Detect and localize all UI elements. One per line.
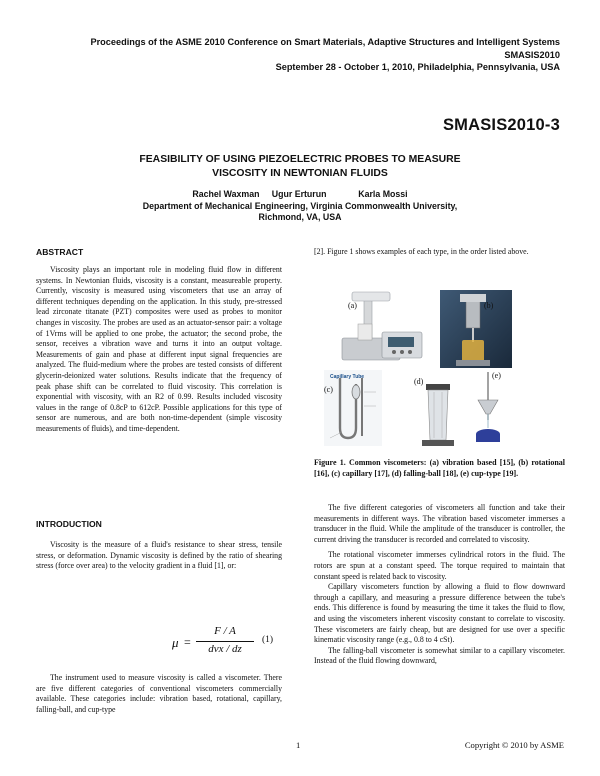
- equation-mu: μ: [172, 635, 179, 650]
- author-city: Richmond, VA, USA: [258, 212, 342, 222]
- figure-label-c: (c): [324, 385, 333, 394]
- intro-paragraph-2: [36, 673, 282, 715]
- equation-denominator: dvx / dz: [208, 643, 242, 655]
- right-paragraph-4: The falling-ball viscometer is somewhat similar to a capillary viscometer. Instead of the fluid flowing downward,: [314, 645, 565, 666]
- figure-label-d: (d): [414, 377, 424, 386]
- figure-label-a: (a): [348, 301, 357, 310]
- paper-id: SMASIS2010-3: [442, 116, 560, 134]
- page-number: 1: [296, 740, 301, 750]
- right-intro-continuation: [314, 247, 565, 258]
- equation-equals: =: [184, 635, 191, 649]
- intro-paragraph-1: [36, 540, 282, 572]
- figure-reference-text: [2]. Figure 1 shows examples of each type, in the order listed above.: [314, 247, 529, 256]
- equation-number: (1): [262, 635, 274, 645]
- header-dates-line: September 28 - October 1, 2010, Philadelphia, Pennsylvania, USA: [275, 62, 560, 72]
- abstract-body: [36, 265, 282, 435]
- title-line-2: VISCOSITY IN NEWTONIAN FLUIDS: [212, 168, 388, 179]
- cup-type-viscometer-photo: [476, 372, 500, 442]
- rotational-viscometer-photo: [440, 290, 512, 368]
- capillary-tube-label: Capillary Tube: [330, 374, 365, 380]
- right-paragraph-3: Capillary viscometers function by allowing a fluid to flow downward through a capillary, and measuring a pressure difference between the tube's ends. This difference is found by measuring the time it takes the fluid to flow, and using the viscometers inherent viscosity constant to correlate to viscosity. These viscometers are fairly cheap, but are designed for use over a specific kinematic viscosity range (e.g., 0.8 to 4 cSt).: [314, 582, 565, 645]
- equation-numerator: F / A: [214, 625, 236, 637]
- equation-fraction-bar: [196, 641, 254, 642]
- paper-title: [0, 153, 600, 181]
- right-paragraph-2: The rotational viscometer immerses cylindrical rotors in the fluid. The rotors are spun at a constant speed. The torque required to maintain that constant speed is related back to viscosity.: [314, 550, 565, 581]
- figure-label-b: (b): [484, 301, 494, 310]
- title-line-1: FEASIBILITY OF USING PIEZOELECTRIC PROBES TO MEASURE: [139, 154, 461, 165]
- author-block: [0, 189, 600, 224]
- intro-text-2: The instrument used to measure viscosity is called a viscometer. There are five different categories of conventional viscometers commercially available. These categories include: vibration based, rotational, capillary, falling-ball, and cup-type: [36, 673, 282, 714]
- header-acronym-line: SMASIS2010: [504, 49, 560, 60]
- right-paragraph-1: The five different categories of viscometers all function and take their measurements in different ways. The vibration based viscometer immerses a transducer in the fluid. While the amplitude of the transducer is controller, the current driving the transducer is recorded and correlated to viscosity.: [314, 503, 565, 544]
- figure-1-viscometers: [322, 288, 562, 448]
- figure-label-e: (e): [492, 371, 501, 380]
- abstract-heading: ABSTRACT: [36, 247, 84, 257]
- abstract-text: Viscosity plays an important role in modeling fluid flow in different systems. In Newtonian fluids, viscosity is a constant, measureable property. Currently, viscosity is measured using viscometers that use an array of different techniques depending on the application. In this study, pre-stressed lead zirconate titanate (PZT) composites were used as probes to monitor changes in viscosity. The probes are used as an actuator-sensor pair: a voltage of 1Vrms will be applied to one probe, the actuator; the second probe, the sensor, receives a vibration wave and turns it into an output voltage. Measurements of gain and phase at different input signal frequencies are analyzed. The fluid-medium where the probes are tested consists of different glycerin-deionized water solutions. Results indicate that the frequency of peak phase shift can be correlated to fluid viscosity. This correlation is exponential with viscosity, with an R2 of 0.99. Results included viscosity values in the range of 0.8cP to 612cP. Possible applications for this type of sensor are numerous, and are both non-time-dependent (simple viscosity measurements of fluids), and time-dependent.: [36, 265, 282, 433]
- capillary-viscometer-diagram: [324, 370, 382, 446]
- right-column-body: [314, 503, 565, 667]
- header-conference-line: Proceedings of the ASME 2010 Conference on Smart Materials, Adaptive Structures and Intelligent Systems: [90, 37, 560, 47]
- figure-1-caption: Figure 1. Common viscometers: (a) vibration based [15], (b) rotational [16], (c) capillary [17], (d) falling-ball [18], (e) cup-type [19].: [314, 458, 565, 478]
- viscosity-equation: [150, 625, 290, 659]
- intro-text-1: Viscosity is the measure of a fluid's resistance to shear stress, tensile stress, or deformation. Dynamic viscosity is defined by the ratio of shearing stress (force over area) to the velocity gradient in a fluid [1], or:: [36, 540, 282, 571]
- author-department: Department of Mechanical Engineering, Virginia Commonwealth University,: [142, 200, 458, 211]
- introduction-heading: INTRODUCTION: [36, 519, 102, 529]
- falling-ball-viscometer-photo: [422, 384, 454, 446]
- copyright-notice: Copyright © 2010 by ASME: [464, 740, 564, 750]
- proceedings-header: [90, 36, 560, 74]
- author-names: Rachel Waxman Ugur Erturun Karla Mossi: [192, 189, 408, 199]
